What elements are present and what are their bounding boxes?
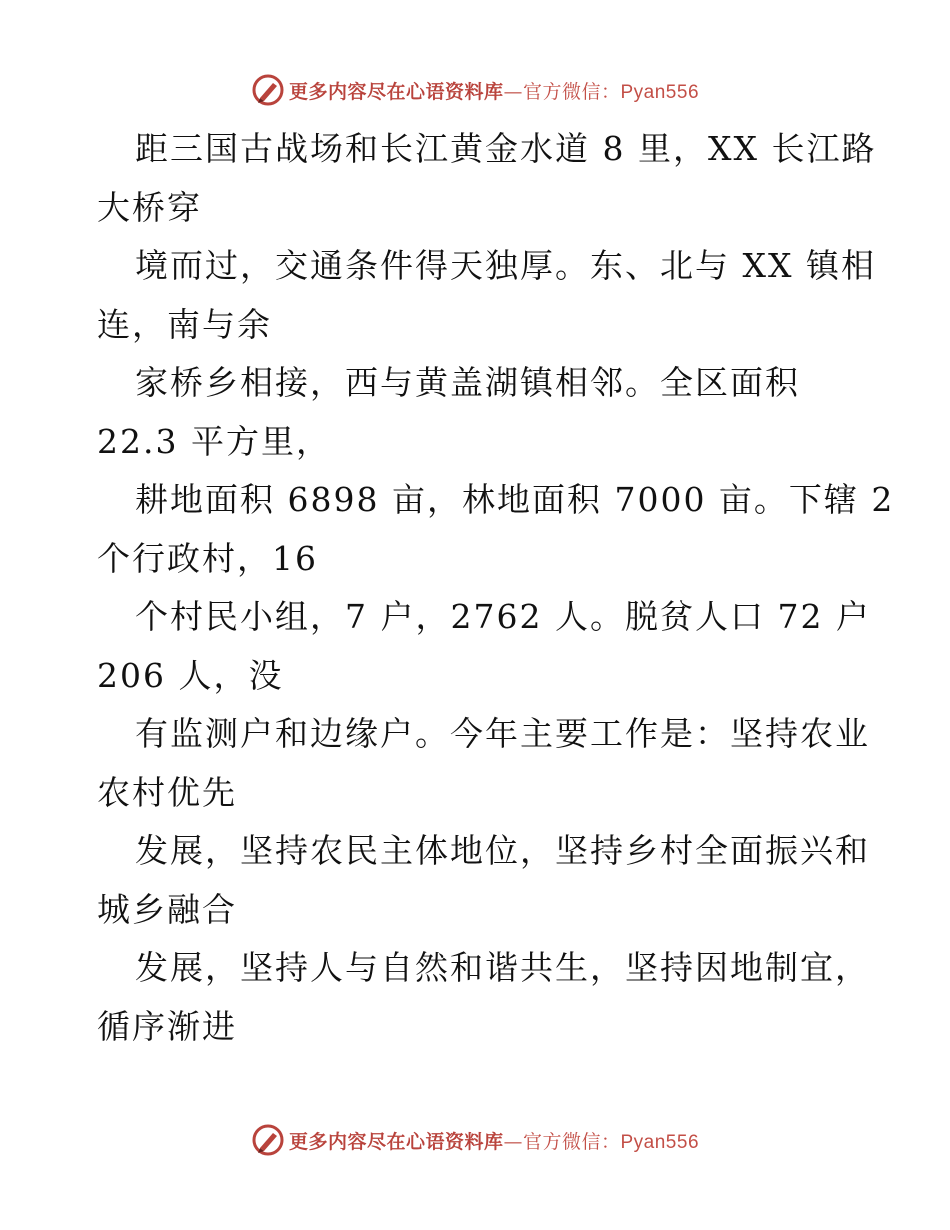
text-line: 境而过，交通条件得天独厚。东、北与 XX 镇相 [135,246,876,285]
header-banner [0,70,950,110]
banner-separator: — [503,1130,523,1153]
text-line: 循序渐进 [97,1006,237,1046]
banner-text [289,1127,699,1154]
text-line: 发展，坚持人与自然和谐共生，坚持因地制宜， [135,948,870,987]
text-line: 农村优先 [97,772,237,812]
text-line: 连，南与余 [97,304,272,344]
text-line: 城乡融合 [97,889,237,929]
text-line: 有监测户和边缘户。今年主要工作是：坚持农业 [135,714,870,753]
text-line: 距三国古战场和长江黄金水道 8 里，XX 长江路 [135,129,877,168]
text-line: 家桥乡相接，西与黄盖湖镇相邻。全区面积 [135,363,800,402]
banner-wechat-id: Pyan556 [620,1131,700,1153]
banner-site-name: 更多内容尽在心语资料库 [288,80,504,103]
banner-separator: — [503,80,523,103]
banner-text [289,77,699,104]
text-line: 耕地面积 6898 亩，林地面积 7000 亩。下辖 2 [135,480,895,519]
banner-wechat-label: 官方微信： [522,80,621,103]
text-line: 个行政村，16 [97,538,318,578]
pen-logo-icon [251,73,285,107]
document-body [97,120,895,1056]
text-line: 个村民小组，7 户，2762 人。脱贫人口 72 户 [135,597,871,636]
text-line: 206 人，没 [97,655,284,695]
text-line: 大桥穿 [97,187,202,227]
footer-banner [0,1120,950,1160]
text-line: 发展，坚持农民主体地位，坚持乡村全面振兴和 [135,831,870,870]
text-line: 22.3 平方里， [97,421,331,461]
banner-wechat-id: Pyan556 [620,81,700,103]
pen-logo-icon [251,1123,285,1157]
banner-site-name: 更多内容尽在心语资料库 [288,1130,504,1153]
banner-wechat-label: 官方微信： [522,1130,621,1153]
